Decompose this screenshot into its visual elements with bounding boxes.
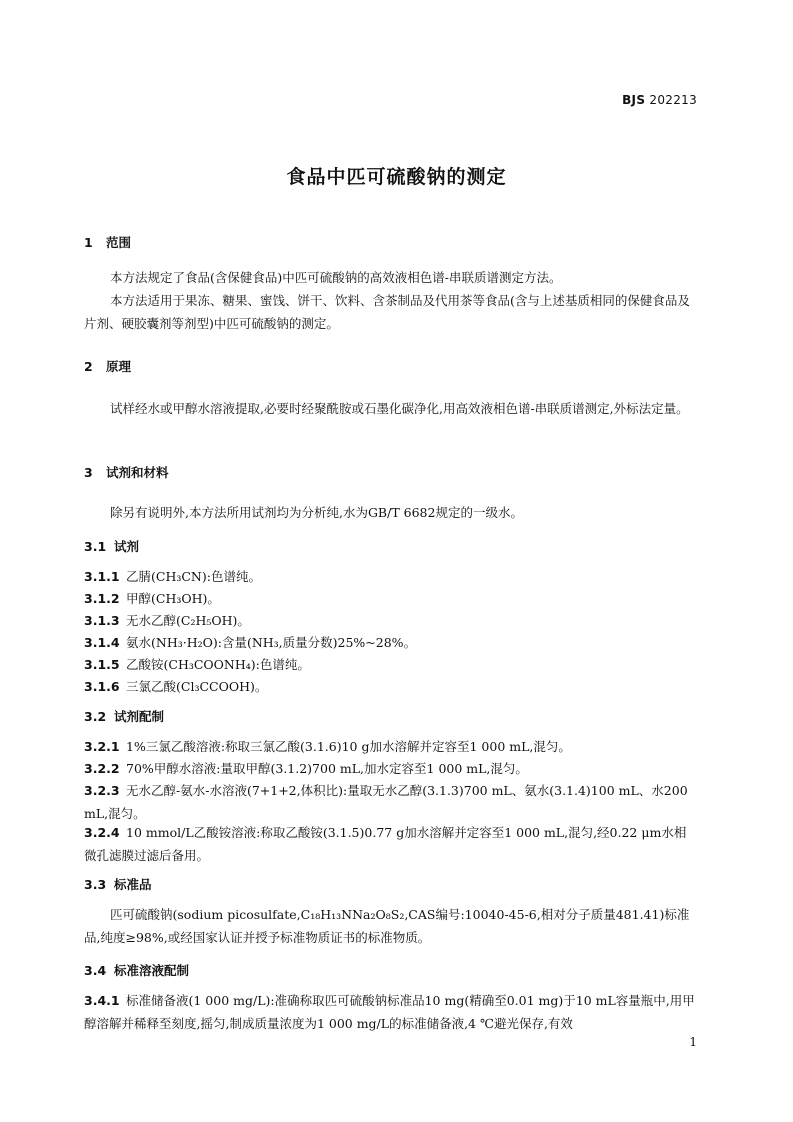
list-item: 3.1.6 三氯乙酸(Cl₃CCOOH)。 (84, 679, 268, 694)
section-3-4-heading: 3.4 标准溶液配制 (84, 963, 190, 978)
list-item: 3.1.2 甲醇(CH₃OH)。 (84, 591, 220, 606)
section-1-heading: 1 范围 (84, 235, 132, 250)
list-item: 3.1.1 乙腈(CH₃CN):色谱纯。 (84, 569, 261, 584)
section-2-heading: 2 原理 (84, 359, 132, 374)
list-item: 3.2.3 无水乙醇-氨水-水溶液(7+1+2,体积比):量取无水乙醇(3.1.3)700 mL、氨水(3.1.4)100 mL、水200 mL,混匀。 (84, 783, 688, 821)
section-3-3-heading: 3.3 标准品 (84, 877, 152, 892)
section-3-heading: 3 试剂和材料 (84, 465, 169, 480)
list-item: 3.2.1 1%三氯乙酸溶液:称取三氯乙酸(3.1.6)10 g加水溶解并定容至1 000 mL,混匀。 (84, 739, 571, 754)
section-1-para-1: 本方法规定了食品(含保健食品)中匹可硫酸钠的高效液相色谱-串联质谱测定方法。 (110, 270, 562, 285)
list-item: 3.1.4 氨水(NH₃·H₂O):含量(NH₃,质量分数)25%~28%。 (84, 635, 417, 650)
section-2-para-1: 试样经水或甲醇水溶液提取,必要时经聚酰胺或石墨化碳净化,用高效液相色谱-串联质谱测定,外标法定量。 (110, 401, 689, 416)
list-item: 3.1.3 无水乙醇(C₂H₅OH)。 (84, 613, 250, 628)
section-1-para-2: 本方法适用于果冻、糖果、蜜饯、饼干、饮料、含茶制品及代用茶等食品(含与上述基质相同的保健食品及片剂、硬胶囊剂等剂型)中匹可硫酸钠的测定。 (84, 293, 690, 331)
section-3-3-para-1: 匹可硫酸钠(sodium picosulfate,C₁₈H₁₃NNa₂O₈S₂,CAS编号:10040-45-6,相对分子质量481.41)标准品,纯度≥98%,或经国家认证并授予标准物质证书的标准物质。 (84, 907, 690, 945)
section-3-para-1: 除另有说明外,本方法所用试剂均为分析纯,水为GB/T 6682规定的一级水。 (110, 505, 523, 520)
page-number: 1 (689, 1035, 697, 1049)
list-item: 3.2.2 70%甲醇水溶液:量取甲醇(3.1.2)700 mL,加水定容至1 000 mL,混匀。 (84, 761, 528, 776)
section-3-2-heading: 3.2 试剂配制 (84, 709, 165, 724)
code-number: 202213 (649, 93, 697, 107)
list-item: 3.4.1 标准储备液(1 000 mg/L):准确称取匹可硫酸钠标准品10 mg(精确至0.01 mg)于10 mL容量瓶中,用甲醇溶解并稀释至刻度,摇匀,制成质量浓度为1 000 mg/L的标准储备液,4 ℃避光保存,有效 (84, 993, 695, 1031)
page-title: 食品中匹可硫酸钠的测定 (286, 166, 507, 188)
document-code (622, 93, 697, 107)
section-3-1-heading: 3.1 试剂 (84, 539, 140, 554)
list-item: 3.1.5 乙酸铵(CH₃COONH₄):色谱纯。 (84, 657, 310, 672)
code-prefix: BJS (622, 93, 646, 107)
list-item: 3.2.4 10 mmol/L乙酸铵溶液:称取乙酸铵(3.1.5)0.77 g加水溶解并定容至1 000 mL,混匀,经0.22 μm水相微孔滤膜过滤后备用。 (84, 825, 687, 863)
